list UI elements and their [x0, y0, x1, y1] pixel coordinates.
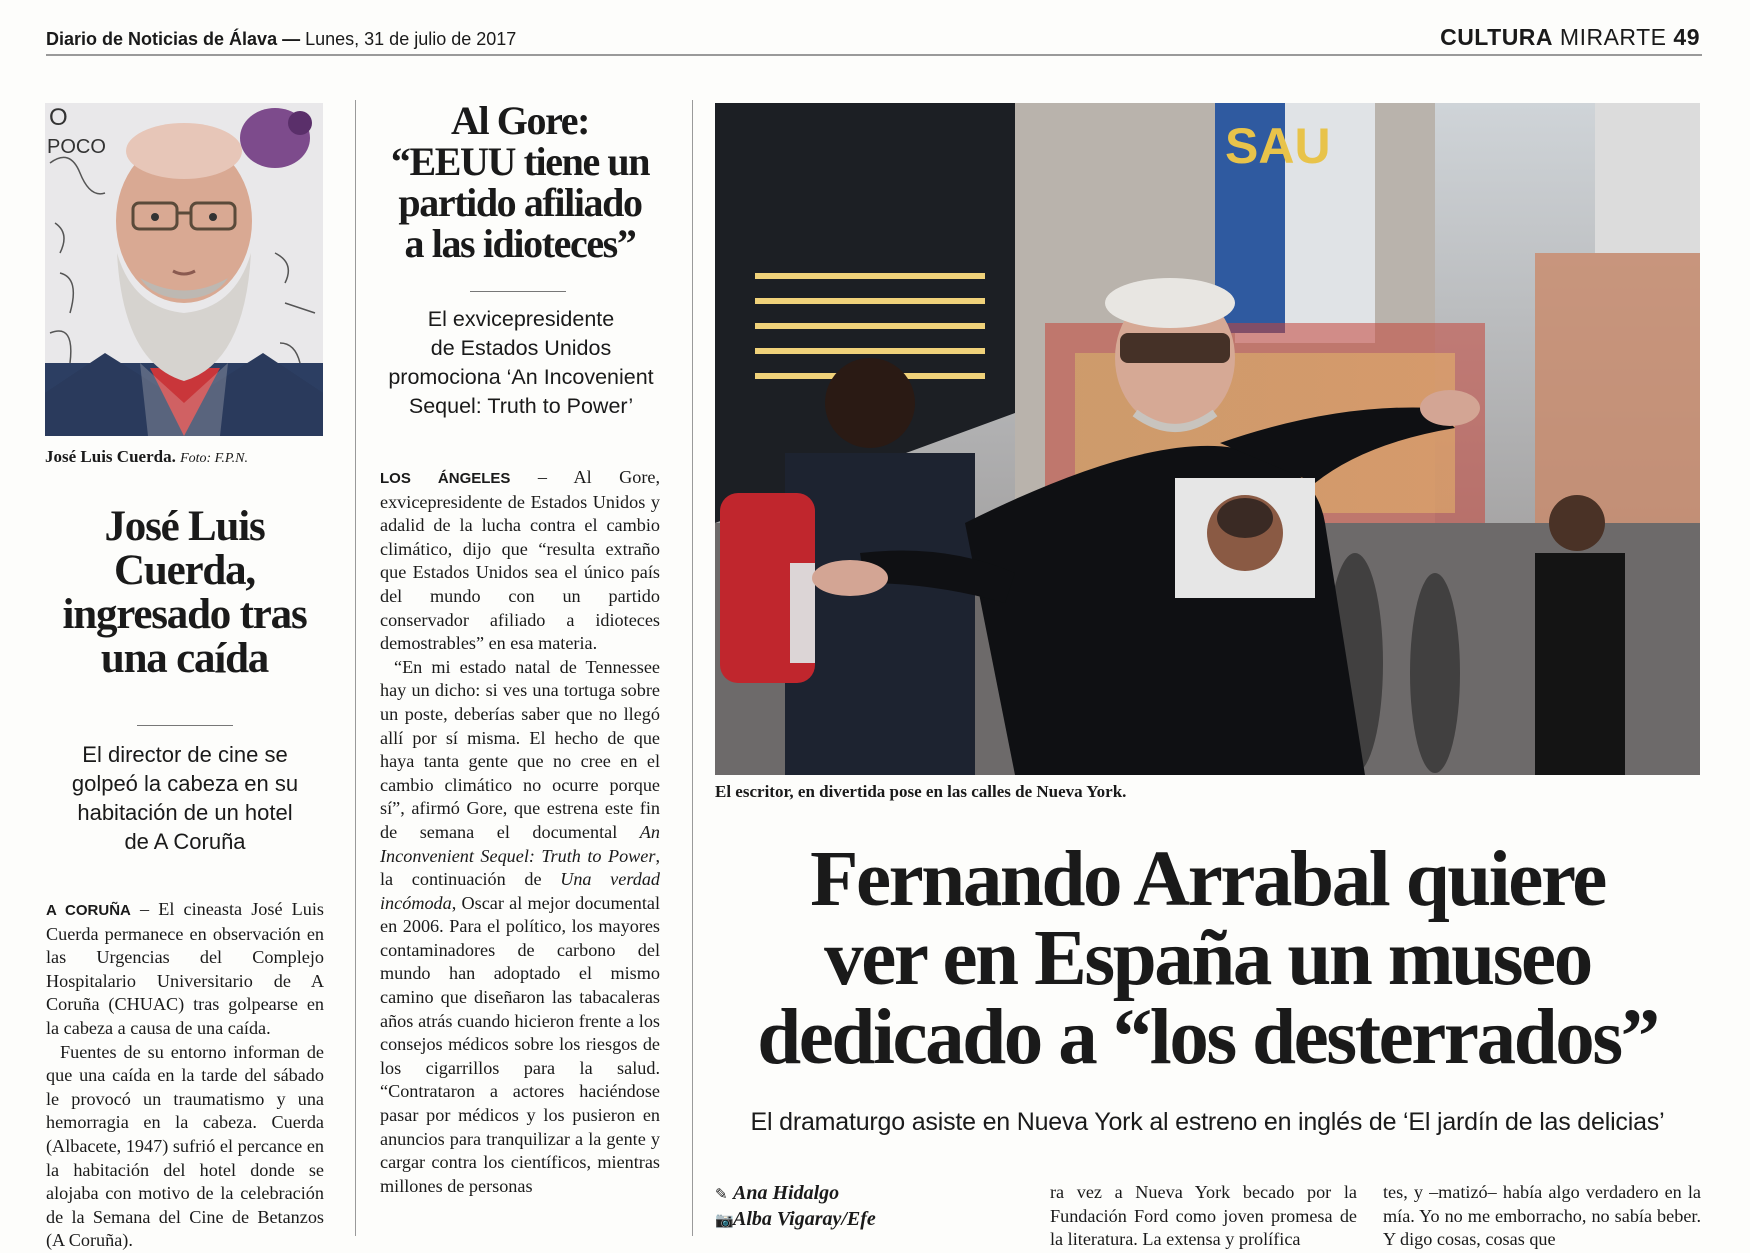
- paragraph-text: – El cineasta José Luis Cuerda permanece en observación en las Urgencias del Complejo Hospitalario Universitario de A Coruña (CHUAC) tras golpearse en la cabeza a causa de una caída.: [46, 899, 324, 1038]
- article-body: [380, 466, 660, 1198]
- separator: [470, 291, 566, 292]
- photo-caption: El escritor, en divertida pose en las calles de Nueva York.: [715, 782, 1127, 801]
- headline-line: ver en España un museo: [824, 915, 1591, 1002]
- issue-date: Lunes, 31 de julio de 2017: [305, 29, 517, 49]
- subsection-name: MIRARTE: [1559, 24, 1667, 50]
- author-name: Ana Hidalgo: [733, 1182, 840, 1204]
- film-title: An Inconvenient Sequel: Truth to Power: [380, 821, 660, 866]
- subheadline: [46, 740, 324, 856]
- main-headline: [715, 836, 1700, 1081]
- headline-line: una caída: [100, 635, 269, 682]
- dateline: LOS ÁNGELES: [380, 470, 511, 487]
- headline-line: Al Gore:: [450, 98, 590, 143]
- page-header-left: [46, 29, 516, 50]
- paragraph: [46, 898, 324, 1041]
- arrabal-photo: [715, 103, 1700, 775]
- header-rule: [46, 54, 1702, 56]
- byline: [715, 1181, 876, 1233]
- headline-line: ingresado tras: [62, 591, 307, 638]
- article-body: [1383, 1181, 1701, 1252]
- page-header-right: [1440, 24, 1700, 51]
- headline-line: Fernando Arrabal quiere: [810, 836, 1605, 923]
- svg-text:POCO: POCO: [47, 136, 106, 158]
- cuerda-photo: [45, 103, 323, 436]
- film-title: Una verdad incómoda: [380, 869, 661, 913]
- subhead-line: Sequel: Truth to Power’: [408, 394, 634, 418]
- subhead-line: de A Coruña: [124, 829, 246, 854]
- pen-icon: ✎: [715, 1187, 728, 1203]
- paragraph-text: , la continuación de: [380, 845, 660, 890]
- page-number: 49: [1673, 24, 1700, 50]
- svg-text:O: O: [49, 104, 68, 131]
- paragraph: [380, 656, 660, 1199]
- paragraph: tes, y –matizó– había algo verdadero en la mía. Yo no me emborracho, no sabía beber. Y digo cosas, cosas que: [1383, 1182, 1701, 1250]
- headline: [42, 505, 327, 681]
- byline-author: [715, 1181, 876, 1207]
- subheadline: [378, 305, 664, 421]
- photographer-name: Alba Vigaray/Efe: [733, 1208, 876, 1230]
- subhead-line: El director de cine se: [82, 742, 288, 767]
- newspaper-name: Diario de Noticias de Álava —: [46, 29, 301, 49]
- paragraph: Fuentes de su entorno informan de que una caída en la tarde del sábado le provocó un traumatismo y una hemorragia en la cabeza. Cuerda (Albacete, 1947) sufrió el percance en la habitación del hotel donde se alojaba con motivo de la celebración de la Semana del Cine de Betanzos (A Coruña).: [46, 1041, 324, 1251]
- column-divider: [355, 100, 356, 1236]
- dateline: A CORUÑA: [46, 902, 131, 919]
- headline-line: a las idioteces”: [404, 221, 636, 266]
- subhead-line: golpeó la cabeza en su: [71, 771, 299, 796]
- headline-line: José Luis: [104, 503, 265, 550]
- headline: [375, 100, 665, 264]
- photo-caption: [45, 447, 248, 467]
- headline-line: partido afiliado: [398, 180, 642, 225]
- marquee-text: SAU: [1225, 118, 1331, 174]
- subhead-line: habitación de un hotel: [77, 800, 293, 825]
- article-body: [1050, 1181, 1357, 1252]
- subhead-line: El exvicepresidente: [427, 307, 615, 331]
- section-name: CULTURA: [1440, 24, 1554, 50]
- street-photo-icon: [715, 103, 1700, 775]
- paragraph-text: – Al Gore, exvicepresidente de Estados Unidos y adalid de la lucha contra el cambio climático, dijo que “resulta extraño que Estados Unidos sea el único país del mundo con un partido conservador afiliado a idioteces demostrables” en esa materia.: [380, 467, 661, 654]
- camera-icon: 📷: [715, 1213, 734, 1229]
- portrait-photo-icon: [45, 103, 323, 436]
- main-subheadline: El dramaturgo asiste en Nueva York al estreno en inglés de ‘El jardín de las delicias’: [750, 1108, 1665, 1136]
- paragraph: ra vez a Nueva York becado por la Fundación Ford como joven promesa de la literatura. La extensa y prolífica: [1050, 1182, 1357, 1250]
- headline-line: dedicado a “los desterrados”: [757, 994, 1658, 1081]
- headline-line: “EEUU tiene un: [390, 139, 650, 184]
- article-body: [46, 898, 324, 1253]
- subhead-line: de Estados Unidos: [430, 336, 612, 360]
- paragraph-text: “En mi estado natal de Tennessee hay un dicho: si ves una tortuga sobre un poste, deberías saber que no llegó allí por sí misma. El hecho de que haya tanta gente que no cree en el cambio climático no ocurre porque sí”, afirmó Gore, que estrena este fin de semana el documental: [380, 656, 660, 842]
- photo-credit: Foto: F.P.N.: [180, 451, 249, 466]
- paragraph: [380, 466, 660, 656]
- subhead-line: promociona ‘An Incovenient: [388, 365, 654, 389]
- column-divider: [692, 100, 693, 1236]
- caption-name: José Luis Cuerda.: [45, 447, 176, 466]
- headline-line: Cuerda,: [114, 547, 255, 594]
- separator: [137, 725, 233, 726]
- paragraph-text: , Oscar al mejor documental en 2006. Para el político, los mayores contaminadores de carbono del mundo han adoptado el mismo camino que diseñaron las tabacaleras años atrás cuando hicieron frente a los consejos médicos sobre los riesgos de los cigarrillos para la salud. “Contrataron a actores haciéndose pasar por médicos y los pusieron en anuncios para tranquilizar a la gente y cargar contra los científicos, mientras millones de personas: [380, 892, 660, 1196]
- byline-photographer: [715, 1207, 876, 1233]
